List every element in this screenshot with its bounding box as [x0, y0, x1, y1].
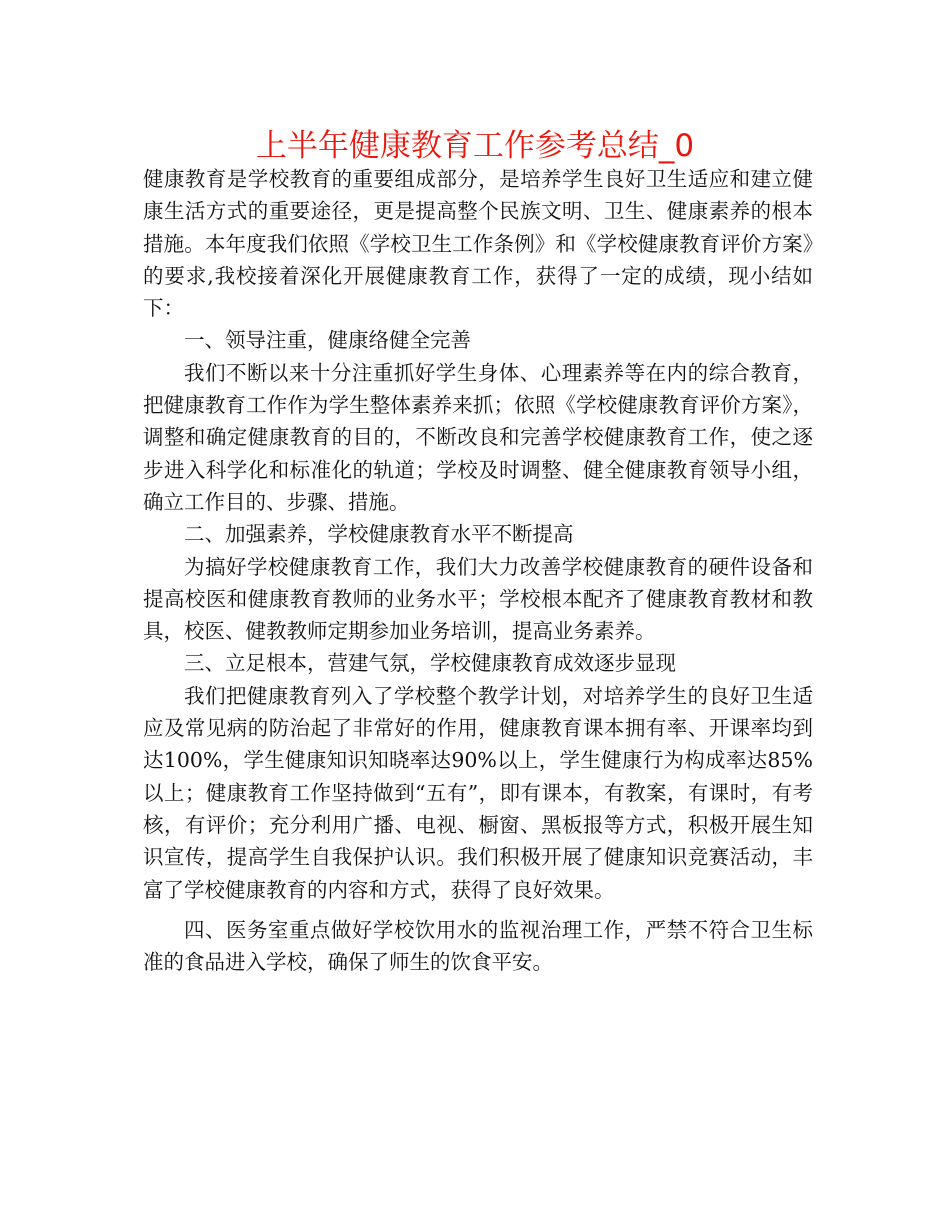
section-heading-2: 二、加强素养，学校健康教育水平不断提高: [184, 522, 574, 547]
document-title: 上半年健康教育工作参考总结_0: [255, 128, 695, 164]
document-body: [143, 163, 813, 978]
section-paragraph-4: 四、医务室重点做好学校饮用水的监视治理工作，严禁不符合卫生标准的食品进入学校，确保了师生的饮食平安。: [143, 917, 813, 975]
section-paragraph-3: 我们把健康教育列入了学校整个教学计划，对培养学生的良好卫生适应及常见病的防治起了非常好的作用，健康教育课本拥有率、开课率均到达100%，学生健康知识知晓率达90%以上，学生健康行为构成率达85%以上；健康教育工作坚持做到“五有”，即有课本，有教案，有课时，有考核，有评价；充分利用广播、电视、橱窗、黑板报等方式，积极开展生知识宣传，提高学生自我保护认识。我们积极开展了健康知识竞赛活动，丰富了学校健康教育的内容和方式，获得了良好效果。: [143, 683, 813, 902]
section-paragraph-1: 我们不断以来十分注重抓好学生身体、心理素养等在内的综合教育，把健康教育工作作为学生整体素养来抓；依照《学校健康教育评价方案》，调整和确定健康教育的目的，不断改良和完善学校健康教育工作，使之逐步进入科学化和标准化的轨道；学校及时调整、健全健康教育领导小组，确立工作目的、步骤、措施。: [143, 360, 813, 514]
intro-paragraph: 健康教育是学校教育的重要组成部分，是培养学生良好卫生适应和建立健康生活方式的重要途径，更是提高整个民族文明、卫生、健康素养的根本措施。本年度我们依照《学校卫生工作条例》和《学校健康教育评价方案》的要求,我校接着深化开展健康教育工作，获得了一定的成绩，现小结如下：: [143, 167, 813, 321]
section-heading-1: 一、领导注重，健康络健全完善: [184, 328, 471, 353]
section-paragraph-2: 为搞好学校健康教育工作，我们大力改善学校健康教育的硬件设备和提高校医和健康教育教师的业务水平；学校根本配齐了健康教育教材和教具，校医、健教教师定期参加业务培训，提高业务素养。: [143, 554, 813, 644]
section-heading-3: 三、立足根本，营建气氛，学校健康教育成效逐步显现: [184, 651, 676, 676]
